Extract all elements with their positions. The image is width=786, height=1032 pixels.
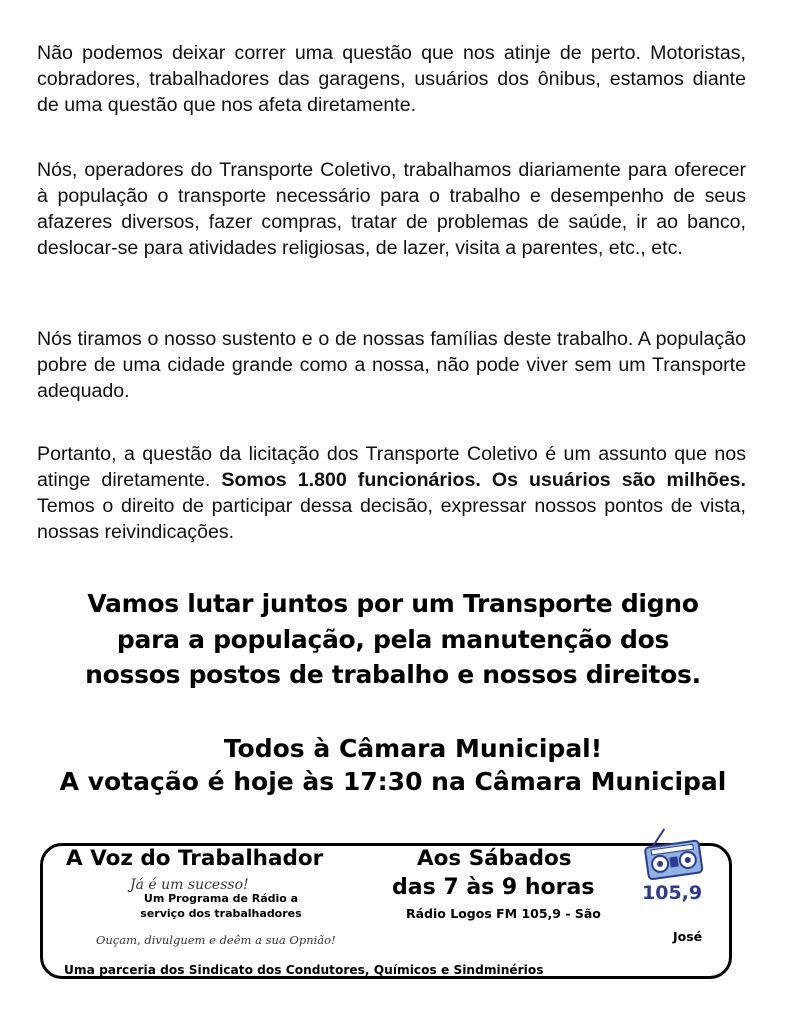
- paragraph-3: Nós tiramos o nosso sustento e o de nossas famílias deste trabalho. A população pobre de uma cidade grande como a nossa, não pode viver sem um Transporte adequado.: [37, 328, 746, 402]
- station-name-continued: José: [673, 929, 703, 944]
- call-line-2: para a população, pela manutenção dos: [116, 624, 670, 654]
- paragraph-4-start: Portanto, a questão da licitação dos Transporte Coletivo é um assunto que nos atinge diretamente.: [37, 443, 746, 491]
- listen-call: Ouçam, divulguem e deêm a sua Opnião!: [96, 933, 336, 947]
- station-name: Rádio Logos FM 105,9 - São: [406, 906, 601, 921]
- call-line-3: nossos postos de trabalho e nossos direitos.: [85, 660, 701, 689]
- paragraph-1: Não podemos deixar correr uma questão que nos atinje de perto. Motoristas, cobradores, trabalhadores das garagens, usuários dos ônibus, estamos diante de uma questão que nos afeta diretamente.: [37, 42, 746, 116]
- radio-icon: [640, 826, 706, 884]
- announcement-line-2: A votação é hoje às 17:30 na Câmara Municipal: [59, 767, 727, 796]
- paragraph-4: [37, 441, 746, 545]
- paragraph-4-end: Temos o direito de participar dessa decisão, expressar nossos pontos de vista, nossas reivindicações.: [37, 495, 746, 543]
- announcement: [0, 732, 786, 798]
- program-slogan: Já é um sucesso!: [130, 877, 249, 893]
- call-to-action: [0, 586, 786, 693]
- call-line-1: Vamos lutar juntos por um Transporte digno: [87, 589, 699, 618]
- paragraph-2: Nós, operadores do Transporte Coletivo, trabalhamos diariamente para oferecer à população o transporte necessário para o trabalho e desempenho de seus afazeres diversos, fazer compras, tratar de problemas de saúde, ir ao banco, deslocar-se para atividades religiosas, de lazer, visita a parentes, etc., etc.: [37, 159, 746, 259]
- radio-frequency: 105,9: [642, 882, 703, 904]
- announcement-line-1: Todos à Câmara Municipal!: [223, 734, 603, 763]
- program-title: A Voz do Trabalhador: [66, 846, 324, 871]
- program-description-1: Um Programa de Rádio a: [143, 892, 299, 905]
- program-description-2: serviço dos trabalhadores: [140, 907, 302, 920]
- partnership-text: Uma parceria dos Sindicato dos Condutores, Químicos e Sindminérios: [64, 963, 544, 977]
- program-day: Aos Sábados: [417, 846, 572, 871]
- program-time: das 7 às 9 horas: [392, 875, 595, 900]
- paragraph-4-bold: Somos 1.800 funcionários. Os usuários são milhões.: [221, 469, 747, 491]
